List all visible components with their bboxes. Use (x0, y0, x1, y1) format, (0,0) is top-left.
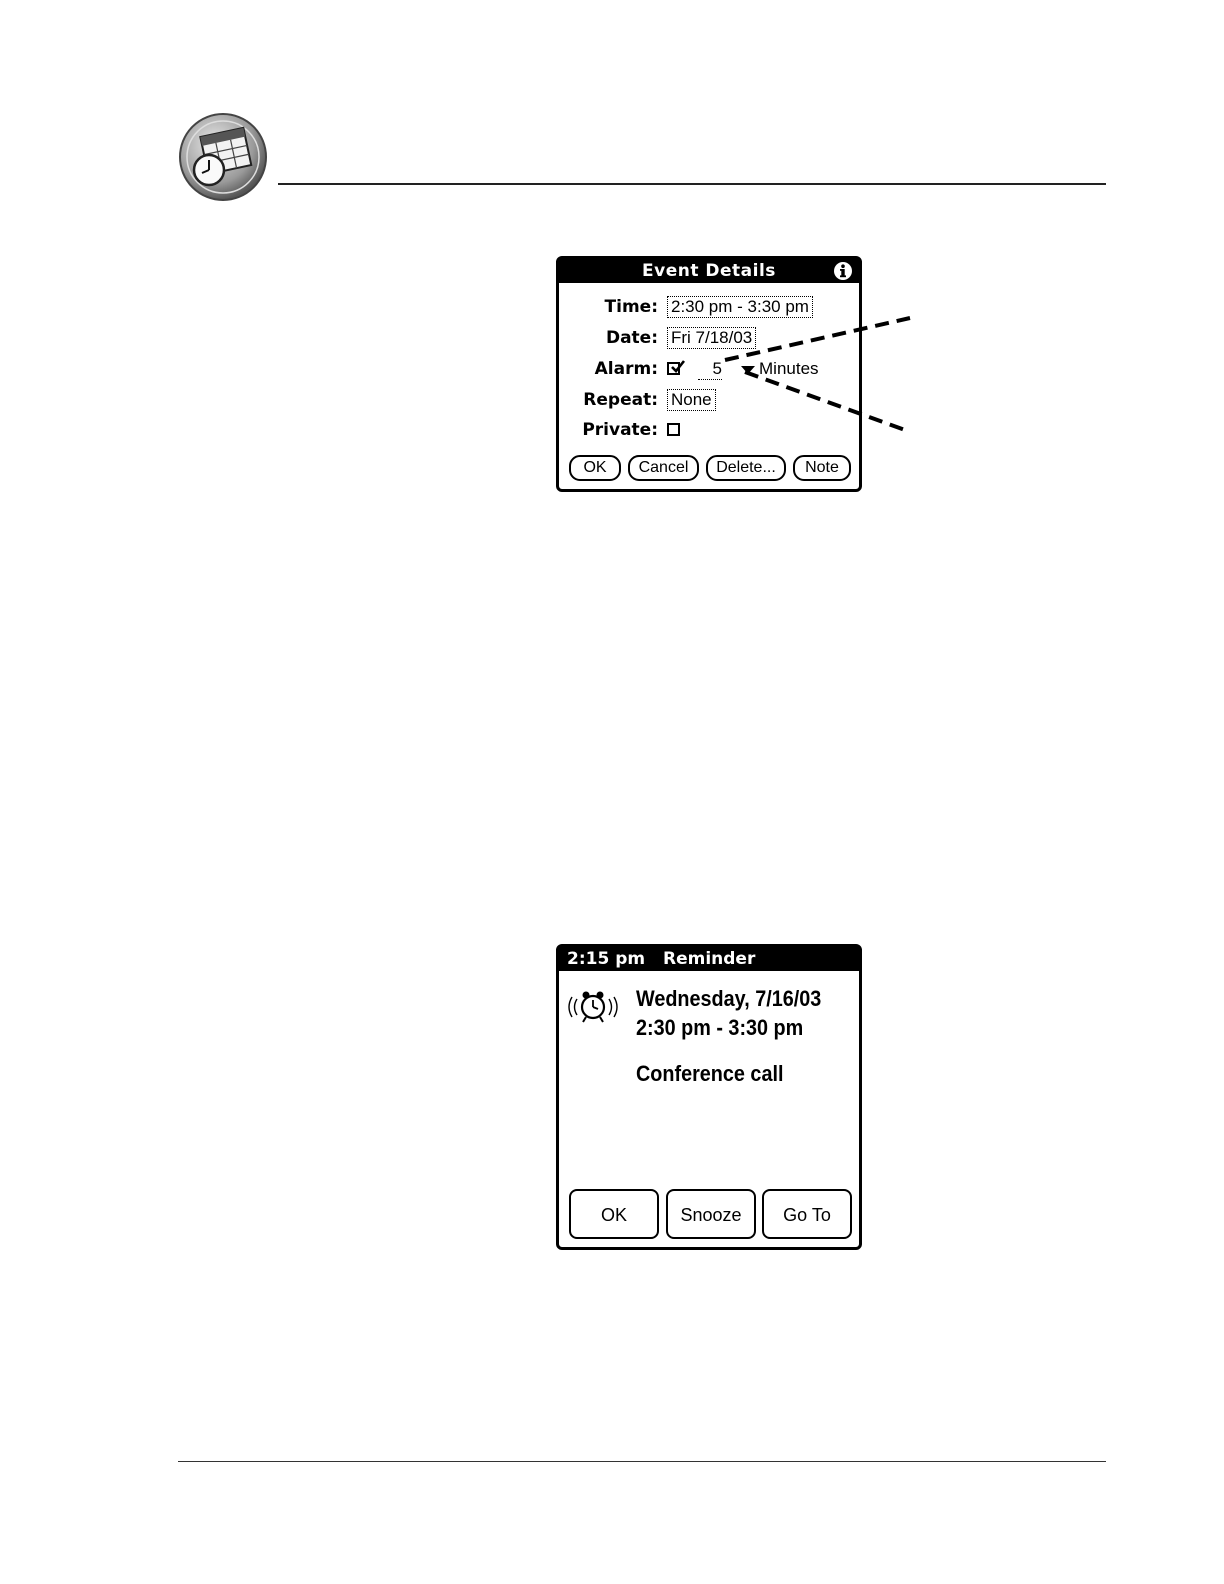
alarm-clock-icon (564, 985, 620, 1025)
alarm-amount-field[interactable]: 5 (698, 359, 722, 380)
cancel-button[interactable]: Cancel (628, 455, 699, 481)
time-label: Time: (604, 297, 658, 317)
reminder-clock-time: 2:15 pm (567, 949, 646, 969)
callout-lines (700, 300, 920, 450)
reminder-date: Wednesday, 7/16/03 (636, 986, 822, 1011)
repeat-label: Repeat: (583, 390, 658, 410)
reminder-title: Reminder (663, 949, 756, 969)
time-field[interactable]: 2:30 pm - 3:30 pm (667, 296, 813, 318)
private-checkbox[interactable] (667, 423, 680, 436)
info-icon[interactable] (833, 261, 853, 281)
ok-button[interactable]: OK (569, 455, 621, 481)
date-label: Date: (605, 328, 658, 348)
dialog-title-bar (559, 259, 859, 283)
go-to-button[interactable]: Go To (762, 1189, 852, 1239)
reminder-dialog (556, 944, 862, 1250)
delete-button[interactable]: Delete... (706, 455, 786, 481)
reminder-description: Conference call (636, 1061, 784, 1086)
snooze-button[interactable]: Snooze (666, 1189, 756, 1239)
reminder-title-bar (559, 947, 859, 971)
footer-rule (178, 1461, 1106, 1462)
alarm-unit-select[interactable]: Minutes (759, 359, 819, 378)
private-label: Private: (582, 420, 658, 440)
reminder-time-range: 2:30 pm - 3:30 pm (636, 1015, 804, 1040)
note-button[interactable]: Note (793, 455, 851, 481)
check-icon (670, 359, 686, 375)
reminder-ok-button[interactable]: OK (569, 1189, 659, 1239)
dialog-title: Event Details (642, 261, 776, 281)
calendar-clock-icon (178, 112, 268, 202)
repeat-field[interactable]: None (667, 389, 716, 411)
date-field[interactable]: Fri 7/18/03 (667, 327, 756, 349)
alarm-checkbox[interactable] (667, 362, 680, 375)
header-rule (278, 183, 1106, 185)
alarm-label: Alarm: (594, 359, 658, 379)
